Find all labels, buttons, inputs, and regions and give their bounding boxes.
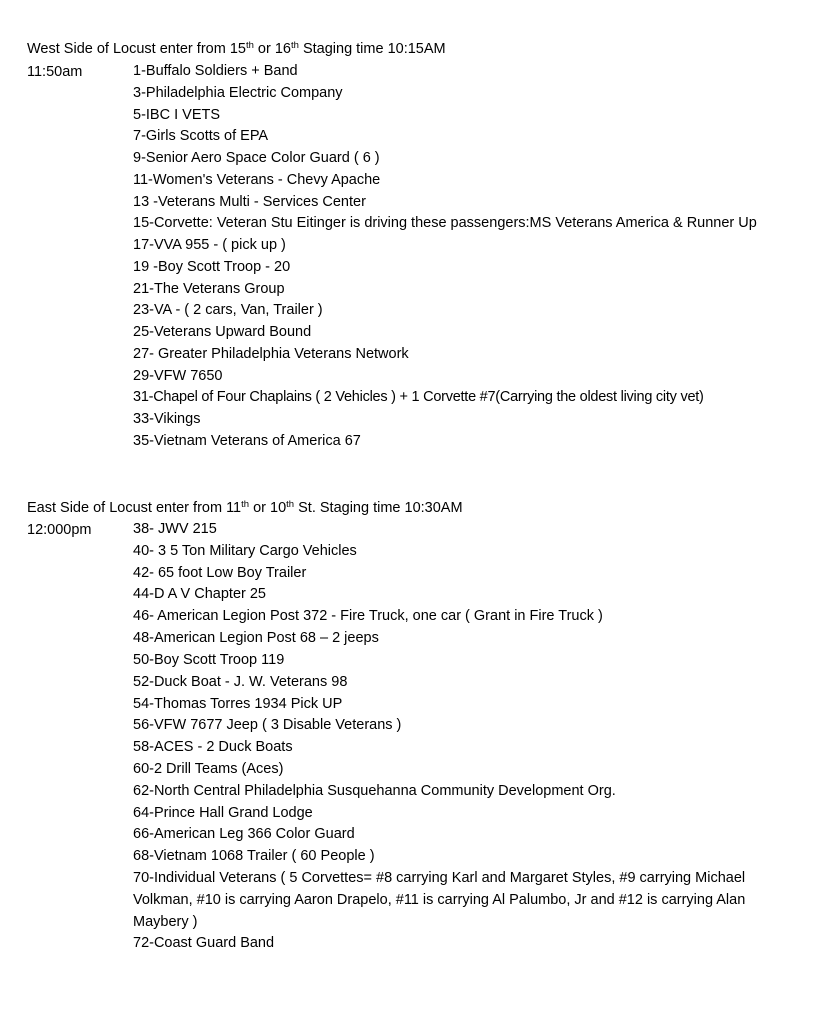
west-header-part-c: Staging time 10:15AM bbox=[298, 41, 446, 57]
east-header-part-c: St. Staging time 10:30AM bbox=[294, 500, 463, 516]
list-item: 17-VVA 955 - ( pick up ) bbox=[133, 237, 286, 253]
list-item: 23-VA - ( 2 cars, Van, Trailer ) bbox=[133, 302, 323, 319]
list-item: 58-ACES - 2 Duck Boats bbox=[133, 739, 293, 756]
west-header-sup-1: th bbox=[245, 40, 254, 51]
west-section-header bbox=[27, 40, 446, 58]
west-header-part-a: West Side of Locust enter from 15 bbox=[27, 41, 246, 57]
list-item: 48-American Legion Post 68 – 2 jeeps bbox=[133, 630, 379, 647]
list-item: 52-Duck Boat - J. W. Veterans 98 bbox=[133, 673, 348, 690]
list-item: 3-Philadelphia Electric Company bbox=[133, 84, 343, 101]
list-item: 56-VFW 7677 Jeep ( 3 Disable Veterans ) bbox=[133, 717, 402, 734]
list-item: 40- 3 5 Ton Military Cargo Vehicles bbox=[133, 542, 357, 559]
east-header-sup-2: th bbox=[286, 499, 295, 510]
list-item: 31-Chapel of Four Chaplains ( 2 Vehicles ) + 1 Corvette #7(Carrying the oldest living city vet) bbox=[133, 389, 704, 406]
list-item: 11-Women's Veterans - Chevy Apache bbox=[133, 171, 381, 188]
east-header-part-a: East Side of Locust enter from 11 bbox=[27, 500, 242, 516]
list-item: 9-Senior Aero Space Color Guard ( 6 ) bbox=[133, 150, 380, 166]
list-item: 54-Thomas Torres 1934 Pick UP bbox=[133, 695, 343, 712]
list-item: 5-IBC I VETS bbox=[133, 106, 221, 123]
east-header-part-b: or 10 bbox=[249, 500, 287, 516]
list-item: 29-VFW 7650 bbox=[133, 367, 223, 384]
list-item: 25-Veterans Upward Bound bbox=[133, 324, 312, 340]
list-item: 46- American Legion Post 372 - Fire Truck, one car ( Grant in Fire Truck ) bbox=[133, 608, 603, 625]
list-item: 13 -Veterans Multi - Services Center bbox=[133, 193, 366, 210]
list-item: 64-Prince Hall Grand Lodge bbox=[133, 804, 313, 821]
west-header-part-b: or 16 bbox=[253, 41, 291, 57]
east-header-sup-1: th bbox=[241, 499, 250, 510]
list-item: 70-Individual Veterans ( 5 Corvettes= #8 carrying Karl and Margaret Styles, #9 carrying Michael Volkman, #10 is carrying Aaron Drapelo, #11 is carrying Al Palumbo, Jr and #12 is carrying Alan Maybery ) bbox=[133, 870, 746, 930]
list-item: 38- JWV 215 bbox=[133, 521, 217, 537]
list-item: 66-American Leg 366 Color Guard bbox=[133, 826, 355, 843]
list-item: 72-Coast Guard Band bbox=[133, 935, 275, 952]
list-item: 21-The Veterans Group bbox=[133, 280, 285, 297]
list-item: 60-2 Drill Teams (Aces) bbox=[133, 760, 284, 777]
list-item: 35-Vietnam Veterans of America 67 bbox=[133, 432, 361, 449]
list-item: 44-D A V Chapter 25 bbox=[133, 586, 266, 603]
list-item: 68-Vietnam 1068 Trailer ( 60 People ) bbox=[133, 848, 375, 865]
east-time-label: 12:000pm bbox=[27, 522, 92, 538]
list-item: 1-Buffalo Soldiers + Band bbox=[133, 63, 298, 79]
list-item: 15-Corvette: Veteran Stu Eitinger is driving these passengers:MS Veterans America & Runner Up bbox=[133, 215, 757, 232]
list-item: 7-Girls Scotts of EPA bbox=[133, 128, 269, 145]
list-item: 62-North Central Philadelphia Susquehanna Community Development Org. bbox=[133, 782, 616, 799]
list-item: 42- 65 foot Low Boy Trailer bbox=[133, 564, 307, 581]
west-time-label: 11:50am bbox=[27, 64, 83, 80]
west-header-sup-2: th bbox=[290, 40, 299, 51]
list-item: 27- Greater Philadelphia Veterans Network bbox=[133, 345, 409, 362]
east-section-header bbox=[27, 499, 463, 517]
west-entry-list bbox=[133, 61, 825, 453]
list-item: 50-Boy Scott Troop 119 bbox=[133, 651, 285, 668]
list-item: 19 -Boy Scott Troop - 20 bbox=[133, 258, 291, 275]
list-item: 33-Vikings bbox=[133, 411, 201, 427]
east-entry-list bbox=[133, 519, 793, 955]
